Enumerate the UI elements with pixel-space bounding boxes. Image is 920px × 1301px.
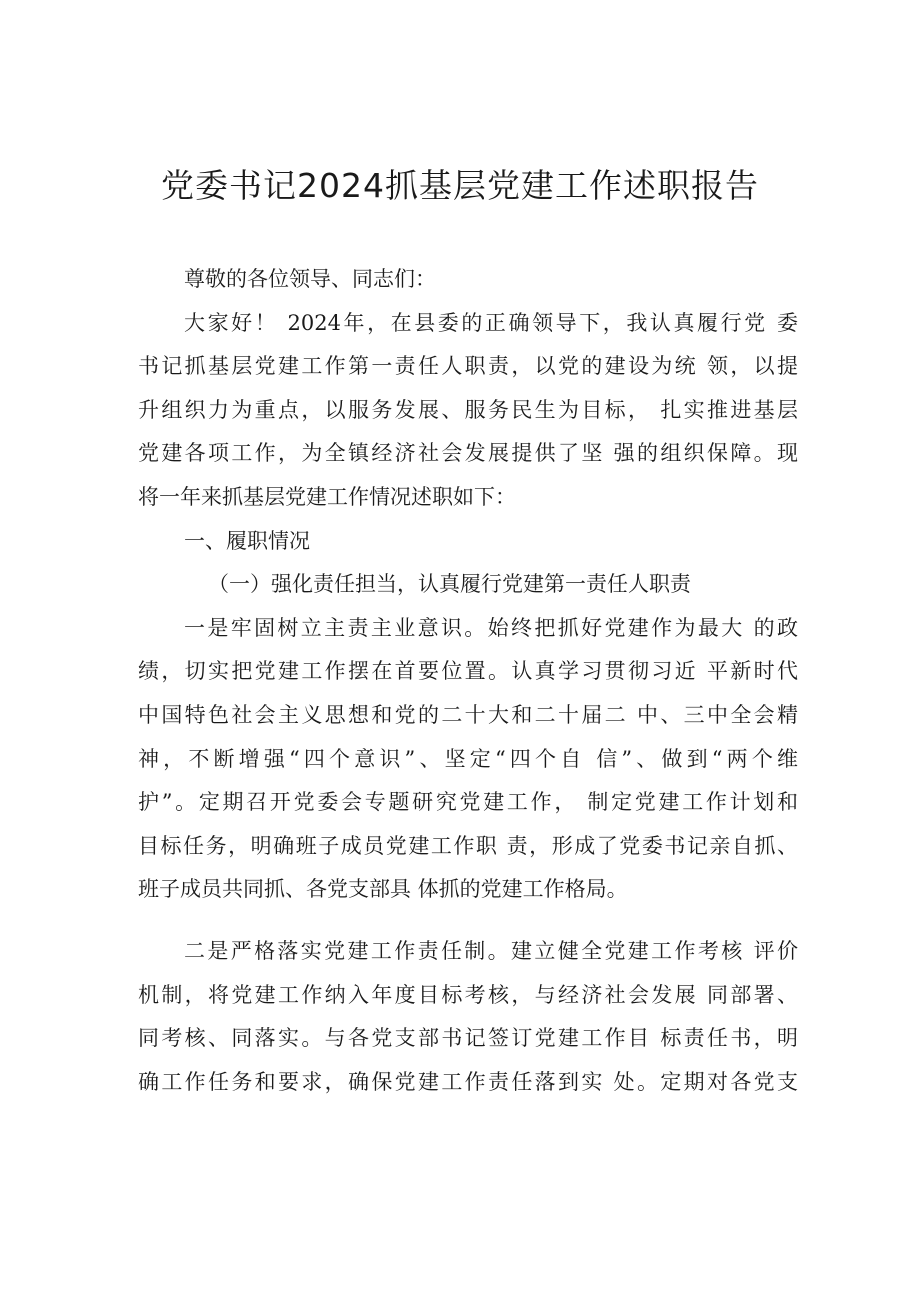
paragraph-gap bbox=[138, 912, 798, 930]
paragraph-line: 护”。定期召开党委会专题研究党建工作， 制定党建工作计划和 bbox=[138, 790, 798, 815]
paragraph-line: 升组织力为重点，以服务发展、服务民生为目标， 扎实推进基层 bbox=[138, 397, 798, 422]
subsection-heading: （一）强化责任担当，认真履行党建第一责任人职责 bbox=[208, 572, 691, 597]
document-title: 党委书记2024抓基层党建工作述职报告 bbox=[161, 166, 759, 205]
paragraph-line: 同考核、同落实。与各党支部书记签订党建工作目 标责任书，明 bbox=[138, 1026, 798, 1051]
paragraph-line: 绩，切实把党建工作摆在首要位置。认真学习贯彻习近 平新时代 bbox=[138, 659, 798, 684]
paragraph-line: 神，不断增强“四个意识”、坚定“四个自 信”、做到“两个维 bbox=[138, 746, 798, 771]
paragraph-line: 中国特色社会主义思想和党的二十大和二十届二 中、三中全会精 bbox=[138, 702, 798, 727]
paragraph-responsibility-system bbox=[138, 930, 798, 1104]
document-body bbox=[138, 258, 798, 1104]
greeting: 尊敬的各位领导、同志们： bbox=[184, 267, 436, 291]
paragraph-line: 将一年来抓基层党建工作情况述职如下： bbox=[138, 484, 516, 509]
paragraph-intro bbox=[138, 302, 798, 520]
paragraph-line: 机制，将党建工作纳入年度目标考核，与经济社会发展 同部署、 bbox=[138, 982, 798, 1007]
section-heading: 一、履职情况 bbox=[184, 528, 310, 553]
paragraph-line: 确工作任务和要求，确保党建工作责任落到实 处。定期对各党支 bbox=[138, 1069, 798, 1094]
paragraph-duty-awareness bbox=[138, 607, 798, 912]
paragraph-line: 班子成员共同抓、各党支部具 体抓的党建工作格局。 bbox=[138, 877, 628, 902]
paragraph-line: 书记抓基层党建工作第一责任人职责，以党的建设为统 领，以提 bbox=[138, 354, 798, 379]
paragraph-line: 目标任务，明确班子成员党建工作职 责，形成了党委书记亲自抓、 bbox=[138, 833, 798, 858]
paragraph-line: 一是牢固树立主责主业意识。始终把抓好党建作为最大 的政 bbox=[184, 615, 798, 640]
paragraph-line: 二是严格落实党建工作责任制。建立健全党建工作考核 评价 bbox=[184, 938, 798, 963]
paragraph-line: 大家好！ 2024年，在县委的正确领导下，我认真履行党 委 bbox=[184, 310, 798, 335]
paragraph-line: 党建各项工作，为全镇经济社会发展提供了坚 强的组织保障。现 bbox=[138, 441, 798, 466]
